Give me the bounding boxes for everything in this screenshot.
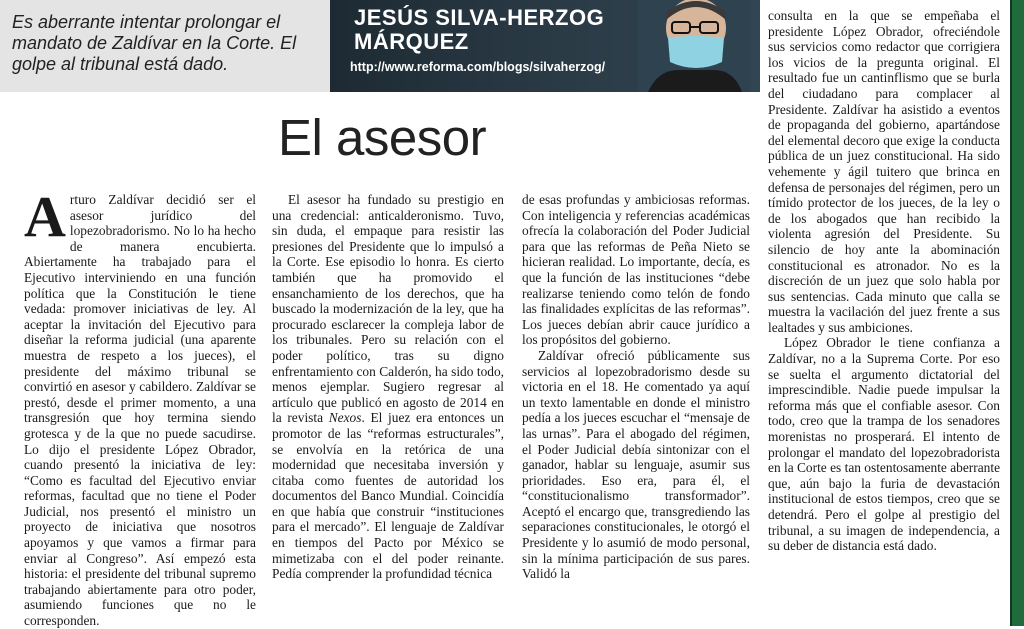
magazine-name: Nexos — [328, 410, 362, 426]
page-edge-strip — [1010, 0, 1024, 626]
teaser-text: Es aberrante intentar prolongar el mandato de Zaldívar en la Corte. El golpe al tribunal está dado. — [12, 12, 297, 74]
author-blog-link[interactable]: http://www.reforma.com/blogs/silvaherzog/ — [350, 60, 606, 74]
paragraph-text: rturo Zaldívar decidió ser el asesor jurídico del lopezobradorismo. No lo ha hecho de manera encubierta. Abiertamente ha trabajado para el Ejecutivo interviniendo en una función política que la Constitución le tiene vedada: promover iniciativas de ley. Al aceptar la invitación del Ejecutivo para diseñar la reforma judicial (una aparente muestra de respeto a los jueces), el presidente del máximo tribunal se convirtió en asesor y cabildero. Zaldívar se prestó, desde el primer momento, a una transgresión que hoy termina siendo grotesca y de la que no puede sacudirse. Lo dijo el presidente López Obrador, cuando presentó la iniciativa de ley: “Como es facultad del Ejecutivo enviar reformas, facultad que no tiene el Poder Judicial, nos presentó el ministro un proyecto de iniciativa que nosotros apoyamos y que vamos a firmar para enviar al Congreso”. Así empezó esta historia: el presidente del tribunal supremo trabajando abiertamente para otro poder, asumiendo funciones que no le corresponden. — [24, 192, 256, 629]
paragraph-text: . El juez era entonces un promotor de las “reformas estructurales”, se envolvía en la retórica de una modernidad que necesitaba inversión y citaba como fuentes de autoridad los documentos del Banco Mundial. Coincidía en que había que construir “instituciones para el mercado”. El lenguaje de Zaldívar en tiempos del Pacto por México se mimetizaba con el del poder reinante. Pedía comprender la profundidad técnica — [272, 410, 504, 582]
author-name-line2: MÁRQUEZ — [354, 29, 469, 54]
paragraph-text: El asesor ha fundado su prestigio en una credencial: anticalderonismo. Tuvo, sin duda, el empaque para resistir las presiones del Presidente que lo impulsó a la Corte. Ese episodio lo honra. Es cierto también que ha promovido el ensanchamiento de los derechos, que ha buscado la modernización de la ley, que ha procurado esclarecer la compleja labor de los tribunales. Pero su relación con el poder político, tras su digno enfrentamiento con Calderón, ha sido todo, menos ejemplar. Sugiero regresar al artículo que publicó en agosto de 2014 en la revista — [272, 192, 504, 426]
article-title: El asesor — [278, 109, 487, 166]
article-column-4 — [768, 8, 1000, 554]
author-name-line1: JESÚS SILVA-HERZOG — [354, 5, 605, 30]
author-name — [354, 6, 604, 54]
article-column-2 — [272, 192, 504, 582]
article-column-3 — [522, 192, 750, 582]
author-photo — [638, 0, 750, 92]
paragraph: consulta en la que se empeñaba el presidente López Obrador, ofreciéndole sus servicios como redactor que corrigiera los vicios de la pregunta original. El resultado fue un cantinflismo que se burla del ciudadano para complacer al Presidente. Zaldívar ha asistido a eventos de propaganda del gobierno, apartándose del elemental decoro que exige la conducta pública de un juez constitucional. Ha sido vehemente y ágil tuitero que brinca en defensa de personajes del régimen, pero un tímido protector de los jueces, de la ley o de los abogados que han recibido la violenta agresión del Presidente. Su silencio de hoy ante la abominación constitucional es atronador. No es la discreción de un juez que solo habla por sus sentencias. Cada minuto que calla se muestra la vacilación del juez frente a sus lealtades y sus ambiciones. — [768, 8, 1000, 335]
paragraph: López Obrador le tiene confianza a Zaldívar, no a la Suprema Corte. Por eso se suelta el argumento dictatorial del imprescindible. Nadie puede impulsar la reforma más que el confiable asesor. Con todo, creo que la trampa de los senadores morenistas no prosperará. El intento de prolongar el mandato del lopezobradorista en la Corte es tan ostentosamente aberrante que, aún bajo la furia de devastación institucional de estos tiempos, creo que se detendrá. Pero el golpe al prestigio del tribunal, a su imagen de independencia, a su deber de distancia está dado. — [768, 335, 1001, 554]
paragraph — [272, 192, 504, 582]
paragraph — [24, 184, 256, 629]
drop-cap: A — [24, 184, 66, 249]
teaser-box — [0, 0, 330, 92]
article-column-1 — [24, 184, 256, 629]
paragraph: de esas profundas y ambiciosas reformas. Con inteligencia y referencias académicas ofrecía la colaboración del Poder Judicial para que las reformas de Peña Nieto se hicieran realidad. Lo importante, decía, es que la función de las instituciones “debe realizarse teniendo como telón de fondo las finalidades explícitas de las reformas”. Los jueces debían abrir cauce jurídico a los propósitos del gobierno. — [522, 192, 750, 348]
paragraph: Zaldívar ofreció públicamente sus servicios al lopezobradorismo desde su victoria en el 18. He comentado ya aquí un texto lamentable en donde el ministro pedía a los jueces escuchar el “mensaje de las urnas”. Para el abogado del régimen, el Poder Judicial debía sintonizar con el ganador, hablar su lenguaje, asumir sus prioridades. Eso era, para él, el “constitucionalismo transformador”. Aceptó el encargo que, transgrediendo las separaciones constitucionales, le otorgó el Presidente y lo asumió de modo personal, sin la mínima participación de sus pares. Validó la — [522, 347, 750, 582]
